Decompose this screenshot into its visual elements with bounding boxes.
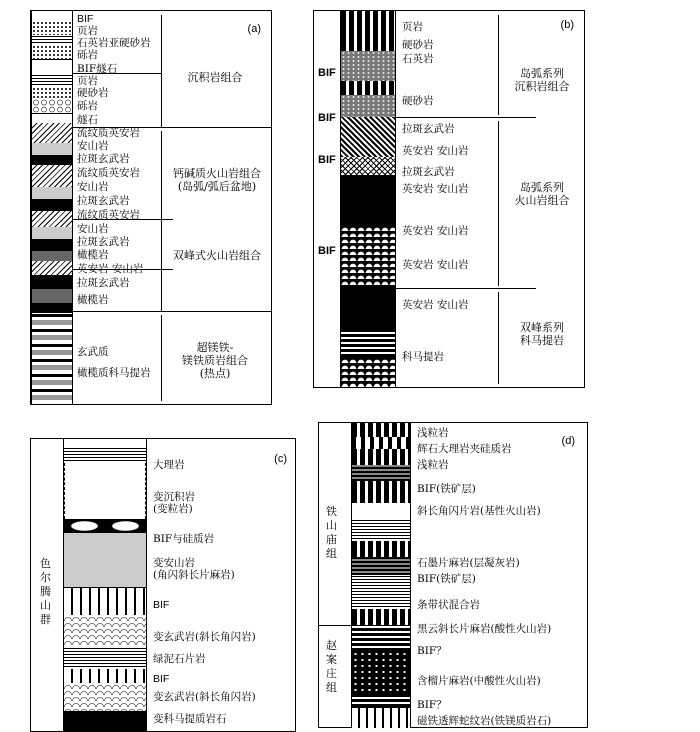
panel-c-tag: (c) (274, 453, 287, 465)
panel-b-label-0: 页岩 (402, 21, 423, 33)
panel-a-label-22: 玄武质 (77, 346, 109, 358)
panel-a-label-6: 硬砂岩 (77, 87, 109, 99)
panel-b-label-10: 英安岩 安山岩 (402, 299, 469, 311)
panel-b-group-0: 岛弧系列 沉积岩组合 (514, 67, 570, 93)
panel-a-label-7: 砾岩 (77, 100, 98, 112)
panel-b-label-7: 英安岩 安山岩 (402, 183, 469, 195)
panel-b (313, 10, 585, 388)
panel-d-label-9: BIF？ (417, 645, 447, 657)
panel-d-label-2: 浅粒岩 (417, 459, 449, 471)
panel-b-group-2: 双峰系列 科马提岩 (520, 321, 564, 347)
panel-b-label-4: 拉斑玄武岩 (402, 123, 455, 135)
panel-c-label-5: 变玄武岩(斜长角闪岩) (153, 631, 256, 643)
panel-d (318, 422, 588, 728)
panel-d-label-7: 条带状混合岩 (417, 599, 480, 611)
panel-a-label-11: 拉斑玄武岩 (77, 153, 130, 165)
panel-b-bif-2: BIF (318, 154, 336, 166)
panel-c-label-2: BIF与硅质岩 (153, 533, 215, 545)
panel-d-label-0: 浅粒岩 (417, 427, 449, 439)
panel-b-label-2: 石英岩 (402, 53, 434, 65)
panel-c-label-4: BIF (153, 599, 170, 611)
panel-a-label-16: 安山岩 (77, 223, 109, 235)
panel-a (30, 10, 272, 405)
panel-b-group-1: 岛弧系列 火山岩组合 (514, 181, 570, 207)
panel-b-label-9: 英安岩 安山岩 (402, 259, 469, 271)
panel-b-bif-1: BIF (318, 112, 336, 124)
panel-c-label-6: 绿泥石片岩 (153, 653, 206, 665)
panel-d-column (351, 423, 411, 727)
panel-d-label-4: 斜长角闪片岩(基性火山岩) (417, 505, 541, 517)
panel-c-label-7: BIF (153, 673, 170, 685)
panel-a-column (31, 11, 73, 404)
panel-a-label-20: 拉斑玄武岩 (77, 277, 130, 289)
panel-d-label-5: 石墨片麻岩(层凝灰岩) (417, 557, 520, 569)
panel-d-tag: (d) (561, 435, 575, 447)
panel-a-label-4: BIF燧石 (77, 63, 118, 75)
panel-c-label-1: 变沉积岩 (变粒岩) (153, 491, 195, 515)
panel-a-label-23: 橄榄质科马提岩 (77, 367, 151, 379)
panel-c-label-3: 变安山岩 (角闪斜长片麻岩) (153, 557, 235, 581)
panel-b-label-6: 拉斑玄武岩 (402, 166, 455, 178)
panel-a-label-3: 砾岩 (77, 49, 98, 61)
panel-a-label-2: 石英岩亚硬砂岩 (77, 37, 151, 49)
panel-a-label-5: 页岩 (77, 75, 98, 87)
panel-c-label-0: 大理岩 (153, 459, 185, 471)
panel-d-label-1: 辉石大理岩夹硅质岩 (417, 443, 512, 455)
panel-c-label-8: 变玄武岩(斜长角闪岩) (153, 691, 256, 703)
panel-a-group-3: 超镁铁- 镁铁质岩组合 (热点) (182, 341, 248, 380)
panel-a-label-14: 拉斑玄武岩 (77, 195, 130, 207)
panel-a-label-12: 流纹质英安岩 (77, 167, 140, 179)
panel-a-label-0: BIF (77, 13, 94, 25)
panel-a-label-10: 安山岩 (77, 140, 109, 152)
panel-a-label-19: 英安岩 安山岩 (77, 263, 144, 275)
panel-c-side-label: 色尔腾山群 (40, 557, 51, 626)
panel-b-column (340, 11, 396, 387)
panel-b-tag: (b) (560, 19, 574, 31)
panel-c-label-9: 变科马提质岩石 (153, 713, 227, 725)
panel-c (30, 438, 296, 732)
panel-b-label-3: 硬砂岩 (402, 95, 434, 107)
panel-a-group-2: 双峰式火山岩组合 (173, 249, 261, 262)
panel-a-group-1: 钙碱质火山岩组合 (岛弧/弧后盆地) (173, 167, 261, 193)
panel-b-label-5: 英安岩 安山岩 (402, 145, 469, 157)
panel-b-bif-0: BIF (318, 67, 336, 79)
panel-a-label-18: 橄榄岩 (77, 249, 109, 261)
panel-d-label-10: 含榴片麻岩(中酸性火山岩) (417, 675, 541, 687)
panel-d-label-3: BIF(铁矿层) (417, 483, 476, 495)
panel-c-column (63, 439, 147, 731)
panel-a-group-0: 沉积岩组合 (187, 71, 243, 84)
panel-d-label-6: BIF(铁矿层) (417, 573, 476, 585)
panel-d-side-label-0: 铁山庙组 (326, 505, 337, 560)
panel-b-label-11: 科马提岩 (402, 351, 444, 363)
panel-b-bif-3: BIF (318, 245, 336, 257)
panel-a-label-15: 流纹质英安岩 (77, 209, 140, 221)
panel-d-label-11: BIF？ (417, 699, 447, 711)
panel-a-label-21: 橄榄岩 (77, 294, 109, 306)
panel-b-label-8: 英安岩 安山岩 (402, 225, 469, 237)
panel-a-tag: (a) (247, 23, 261, 35)
panel-a-label-13: 安山岩 (77, 181, 109, 193)
panel-a-label-17: 拉斑玄武岩 (77, 236, 130, 248)
panel-d-label-8: 黑云斜长片麻岩(酸性火山岩) (417, 623, 552, 635)
panel-d-side-label-1: 赵案庄组 (326, 639, 337, 694)
panel-a-label-8: 燧石 (77, 114, 98, 126)
panel-b-label-1: 硬砂岩 (402, 39, 434, 51)
panel-a-label-9: 流纹质英安岩 (77, 127, 140, 139)
panel-a-label-1: 页岩 (77, 25, 98, 37)
panel-d-label-12: 磁铁透辉蛇纹岩(铁镁质岩石) (417, 715, 552, 727)
